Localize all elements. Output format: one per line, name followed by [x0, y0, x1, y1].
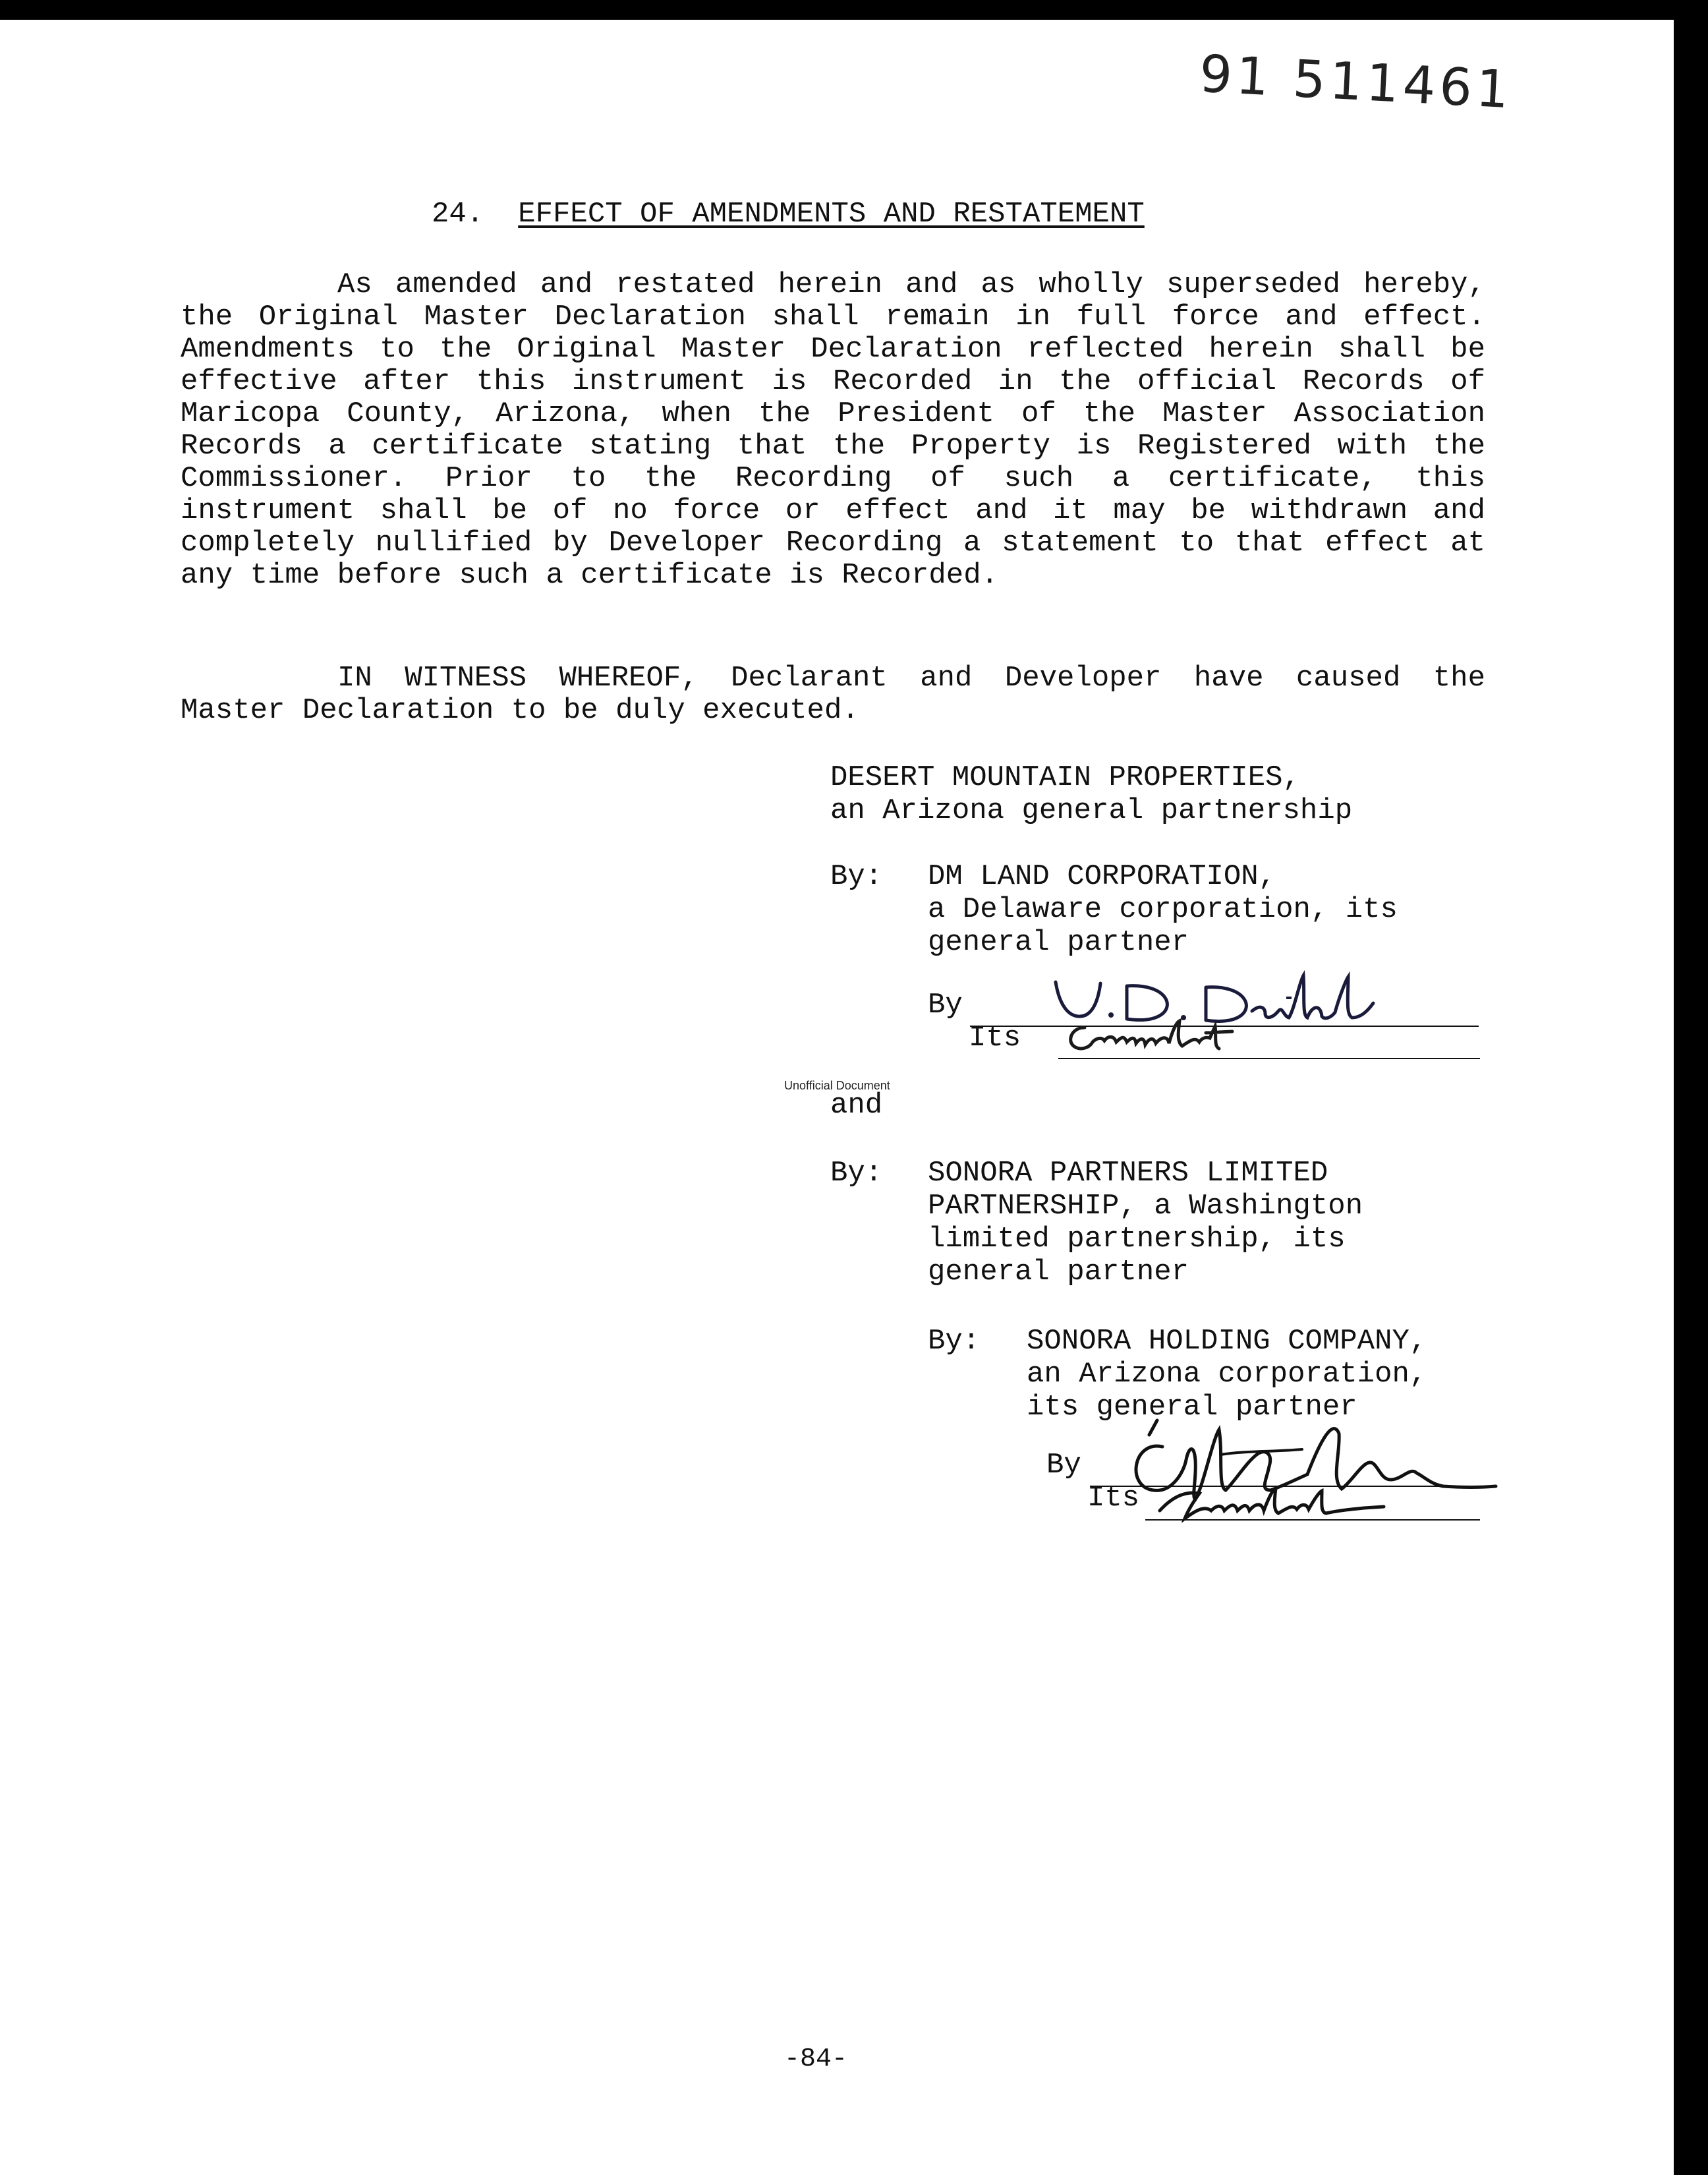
partner-line: its general partner — [1027, 1391, 1357, 1424]
partner-line: DM LAND CORPORATION, — [928, 860, 1276, 893]
paragraph-text: As amended and restated herein and as wholly superseded hereby, the Original Master Declaration shall remain in full force and effect. Amendments to the Original Master Declaration reflected herein shall be effective after this instrument is Recorded in the official Records of Maricopa County, Arizona, when the President of the Master Association Records a certificate stating that the Property is Registered with the Commissioner. Prior to the Recording of such a certificate, this instrument shall be of no force or effect and it may be withdrawn and completely nullified by Developer Recording a statement to that effect at any time before such a certificate is Recorded. — [181, 268, 1485, 592]
section-title: EFFECT OF AMENDMENTS AND RESTATEMENT — [518, 198, 1145, 231]
partner-line: general partner — [928, 926, 1189, 959]
signature-its-label: Its — [1087, 1482, 1140, 1515]
by-label: By: — [928, 1325, 981, 1358]
partner-line: a Delaware corporation, its — [928, 893, 1398, 926]
handwritten-title — [1153, 1483, 1390, 1522]
partner-line: SONORA PARTNERS LIMITED — [928, 1157, 1328, 1190]
signatory-name: DESERT MOUNTAIN PROPERTIES, — [830, 761, 1300, 794]
handwritten-title — [1061, 1018, 1239, 1058]
signatory-block — [830, 761, 1352, 827]
partner-line: PARTNERSHIP, a Washington — [928, 1190, 1363, 1223]
partner-line: SONORA HOLDING COMPANY, — [1027, 1325, 1427, 1358]
paragraph-text: IN WITNESS WHEREOF, Declarant and Developer have caused the Master Declaration to be duly executed. — [181, 662, 1485, 727]
partner-line: an Arizona corporation, — [1027, 1358, 1427, 1391]
signature-by-label: By — [928, 989, 963, 1022]
signature-its-label: Its — [969, 1022, 1021, 1055]
recording-number: 91 511461 — [1197, 44, 1514, 121]
partner-line: limited partnership, its — [928, 1223, 1346, 1256]
signatory-description: an Arizona general partnership — [830, 794, 1353, 827]
and-word: and — [830, 1089, 883, 1122]
title-line — [1058, 1058, 1480, 1059]
signature-by-label: By — [1046, 1449, 1081, 1482]
page-number: -84- — [784, 2044, 848, 2074]
partner-line: general partner — [928, 1256, 1189, 1289]
paragraph-witness — [181, 662, 1485, 727]
watermark: Unofficial Document — [784, 1079, 890, 1092]
section-number: 24. — [432, 198, 484, 231]
by-label: By: — [830, 860, 883, 893]
partner-block-dm-land — [928, 860, 1398, 959]
by-label: By: — [830, 1157, 883, 1190]
section-heading — [432, 198, 1145, 231]
paragraph-effect — [181, 269, 1485, 592]
partner-block-sonora-partners — [928, 1157, 1363, 1289]
